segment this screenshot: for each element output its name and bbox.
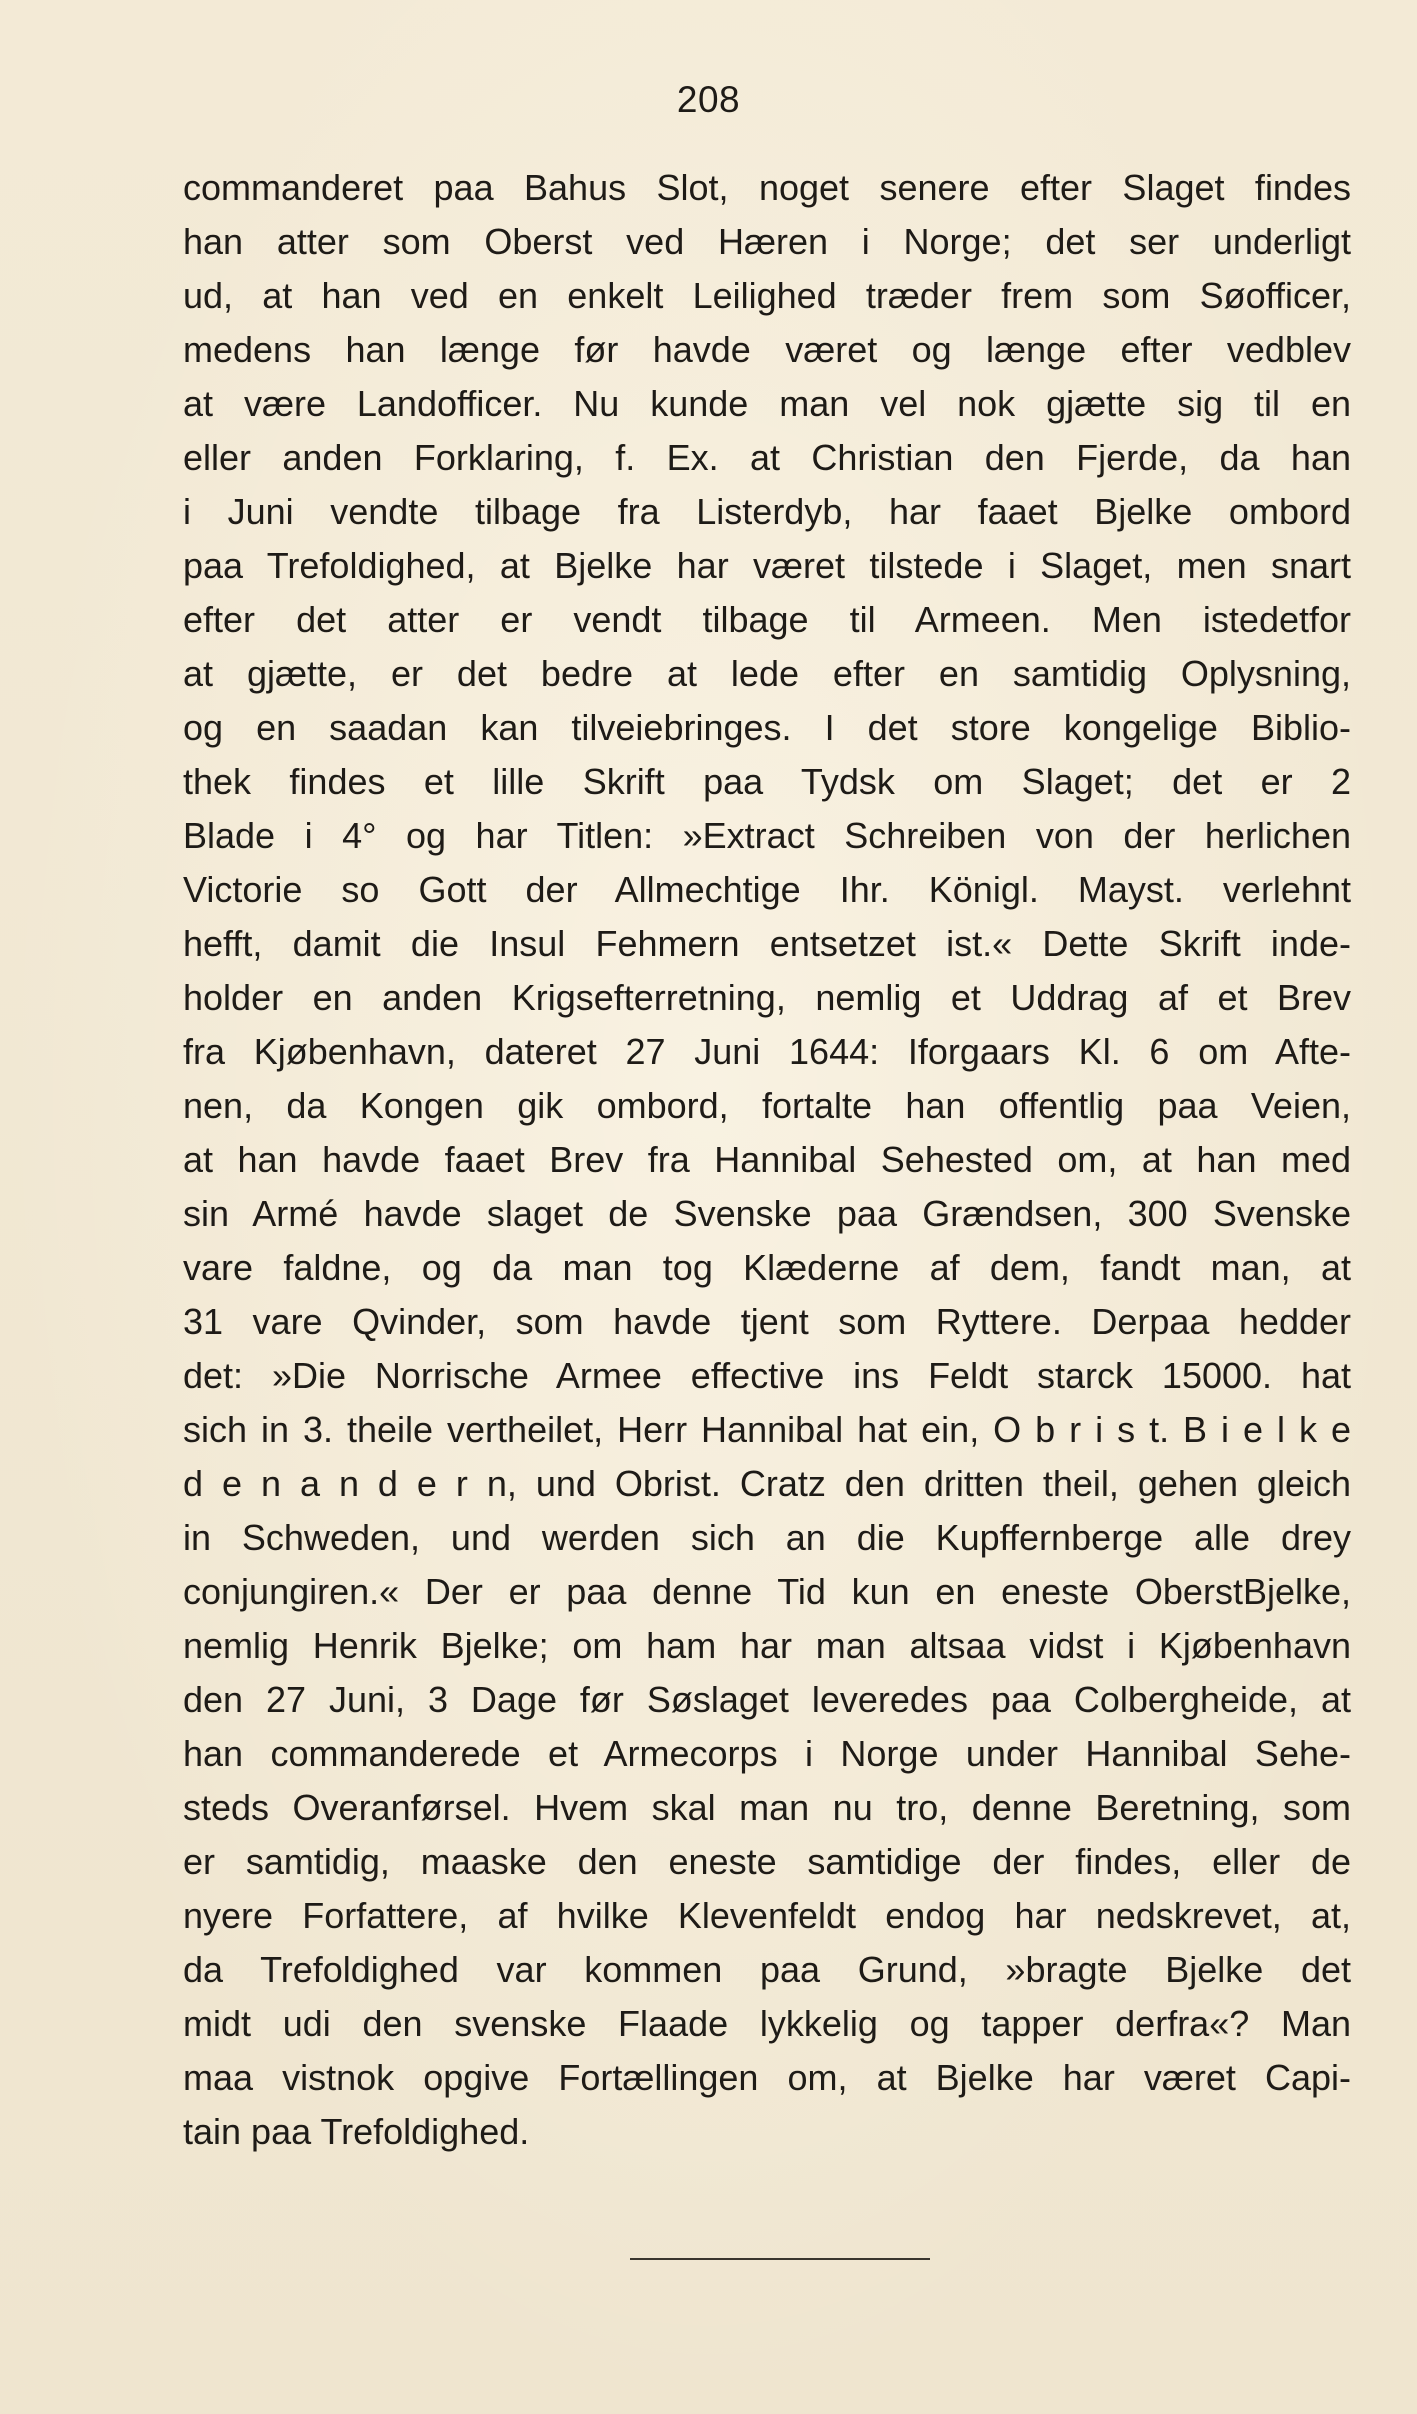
text-line: holder en anden Krigsefterretning, nemlig et Uddrag af et Brev	[183, 977, 1351, 1018]
text-line: den 27 Juni, 3 Dage før Søslaget leveredes paa Colbergheide, at	[183, 1679, 1351, 1720]
text-line: vare faldne, og da man tog Klæderne af dem, fandt man, at	[183, 1247, 1351, 1288]
text-line: eller anden Forklaring, f. Ex. at Christian den Fjerde, da han	[183, 437, 1351, 478]
text-line: midt udi den svenske Flaade lykkelig og tapper derfra«? Man	[183, 2003, 1351, 2044]
text-line: efter det atter er vendt tilbage til Armeen. Men istedetfor	[183, 599, 1351, 640]
text-line: at være Landofficer. Nu kunde man vel nok gjætte sig til en	[183, 383, 1351, 424]
text-line: det: »Die Norrische Armee effective ins Feldt starck 15000. hat	[183, 1355, 1351, 1396]
text-line: i Juni vendte tilbage fra Listerdyb, har faaet Bjelke ombord	[183, 491, 1351, 532]
text-line: 31 vare Qvinder, som havde tjent som Ryttere. Derpaa hedder	[183, 1301, 1351, 1342]
text-line: at gjætte, er det bedre at lede efter en samtidig Oplysning,	[183, 653, 1351, 694]
text-line: er samtidig, maaske den eneste samtidige der findes, eller de	[183, 1841, 1351, 1882]
text-line: medens han længe før havde været og længe efter vedblev	[183, 329, 1351, 370]
text-line: hefft, damit die Insul Fehmern entsetzet ist.« Dette Skrift inde-	[183, 923, 1351, 964]
text-line: og en saadan kan tilveiebringes. I det store kongelige Biblio-	[183, 707, 1351, 748]
text-line: fra Kjøbenhavn, dateret 27 Juni 1644: Iforgaars Kl. 6 om Afte-	[183, 1031, 1351, 1072]
text-line: ud, at han ved en enkelt Leilighed træder frem som Søofficer,	[183, 275, 1351, 316]
text-line: Victorie so Gott der Allmechtige Ihr. Königl. Mayst. verlehnt	[183, 869, 1351, 910]
text-line: sich in 3. theile vertheilet, Herr Hannibal hat ein, O b r i s t. B i e l k e	[183, 1409, 1351, 1450]
text-line: sin Armé havde slaget de Svenske paa Grændsen, 300 Svenske	[183, 1193, 1351, 1234]
text-line: maa vistnok opgive Fortællingen om, at Bjelke har været Capi-	[183, 2057, 1351, 2098]
text-line: da Trefoldighed var kommen paa Grund, »bragte Bjelke det	[183, 1949, 1351, 1990]
text-line: nemlig Henrik Bjelke; om ham har man altsaa vidst i Kjøbenhavn	[183, 1625, 1351, 1666]
text-line: paa Trefoldighed, at Bjelke har været tilstede i Slaget, men snart	[183, 545, 1351, 586]
text-line: Blade i 4° og har Titlen: »Extract Schreiben von der herlichen	[183, 815, 1351, 856]
text-line: at han havde faaet Brev fra Hannibal Sehested om, at han med	[183, 1139, 1351, 1180]
body-text	[183, 161, 1351, 2159]
text-line: nen, da Kongen gik ombord, fortalte han offentlig paa Veien,	[183, 1085, 1351, 1126]
page-number: 208	[676, 79, 741, 120]
text-line: d e n a n d e r n, und Obrist. Cratz den dritten theil, gehen gleich	[183, 1463, 1351, 1504]
text-line: conjungiren.« Der er paa denne Tid kun en eneste OberstBjelke,	[183, 1571, 1351, 1612]
text-line: thek findes et lille Skrift paa Tydsk om Slaget; det er 2	[183, 761, 1351, 802]
text-line: commanderet paa Bahus Slot, noget senere efter Slaget findes	[183, 167, 1351, 208]
text-line: han atter som Oberst ved Hæren i Norge; det ser underligt	[183, 221, 1351, 262]
text-line: steds Overanførsel. Hvem skal man nu tro, denne Beretning, som	[183, 1787, 1351, 1828]
footer-rule	[630, 2258, 930, 2260]
text-line: in Schweden, und werden sich an die Kupffernberge alle drey	[183, 1517, 1351, 1558]
text-line-last: tain paa Trefoldighed.	[183, 2111, 530, 2152]
text-line: han commanderede et Armecorps i Norge under Hannibal Sehe-	[183, 1733, 1351, 1774]
text-line: nyere Forfattere, af hvilke Klevenfeldt endog har nedskrevet, at,	[183, 1895, 1351, 1936]
